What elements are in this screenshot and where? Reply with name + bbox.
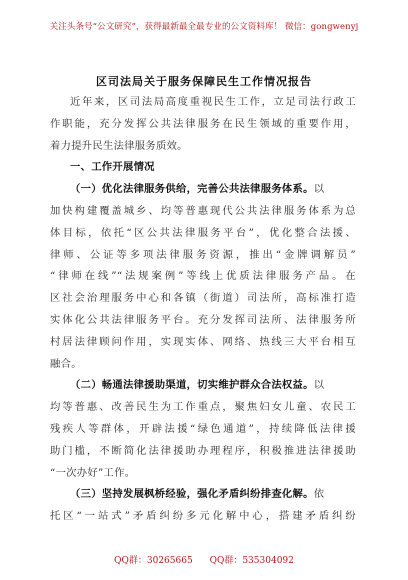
paragraph-line: 托区“一站式”矛盾纠纷多元化解中心，搭建矛盾纠纷 (50, 510, 356, 523)
paragraph-line: “一次办好”工作。 (50, 466, 136, 479)
paragraph-line: “律师在线”“法规案例”等线上优质法律服务产品。在 (50, 270, 356, 283)
intro-line: 着力提升民生法律服务质效。 (50, 139, 188, 152)
section-heading: 一、工作开展情况 (70, 161, 155, 174)
paragraph-line: 体目标，依托“区公共法律服务平台”，优化整合法援、 (50, 226, 356, 239)
footer-contact (0, 553, 408, 566)
paragraph-line (50, 375, 356, 397)
qq-group-2: QQ群：535304092 (209, 556, 294, 566)
subsection-heading: （三）坚持发展枫桥经验，强化矛盾纠纷排查化解。 (70, 488, 314, 501)
subsection-heading: （二）畅通法律援助渠道，切实维护群众合法权益。 (70, 379, 314, 392)
paragraph-line: 残疾人等群体，开辟法援“绿色通道”，持续降低法律援 (50, 422, 356, 435)
paragraph-line: 区社会治理服务中心和各镇（街道）司法所，高标准打造 (50, 292, 356, 305)
intro-line: 近年来，区司法局高度重视民生工作，立足司法行政工 (70, 96, 356, 108)
paragraph-line: 律师、公证等多项法律服务资源，推出“金牌调解员” (50, 248, 356, 261)
paragraph-text: 依 (313, 488, 325, 501)
paragraph-line (50, 179, 356, 201)
paragraph-line: 实体化公共法律服务平台。充分发挥司法所、法律服务所 (50, 313, 356, 326)
paragraph-line: 均等普惠、改善民生为工作重点，聚焦妇女儿童、农民工 (50, 401, 356, 414)
qq-group-1: QQ群：30265665 (114, 556, 193, 566)
paragraph-line: 融合。 (50, 357, 82, 370)
subsection-heading: （一）优化法律服务供给，完善公共法律服务体系。 (70, 183, 314, 196)
paragraph-line: 助门槛，不断简化法律援助办理程序，积极推进法律援助 (50, 444, 356, 457)
paragraph-line: 加快构建覆盖城乡、均等普惠现代公共法律服务体系为总 (50, 204, 356, 217)
intro-line: 作职能，充分发挥公共法律服务在民生领域的重要作用， (50, 117, 356, 130)
paragraph-text: 以 (313, 379, 325, 392)
header-banner: 关注头条号“公文研究”，获得最新最全最专业的公文资料库！ 微信：gongwenyj (49, 22, 359, 32)
paragraph-line (50, 484, 356, 506)
document-body (50, 92, 356, 528)
paragraph-line: 村居法律顾问作用，实现实体、网络、热线三大平台相互 (50, 335, 356, 348)
paragraph-text: 以 (313, 183, 325, 196)
document-title: 区司法局关于服务保障民生工作情况报告 (96, 75, 312, 88)
